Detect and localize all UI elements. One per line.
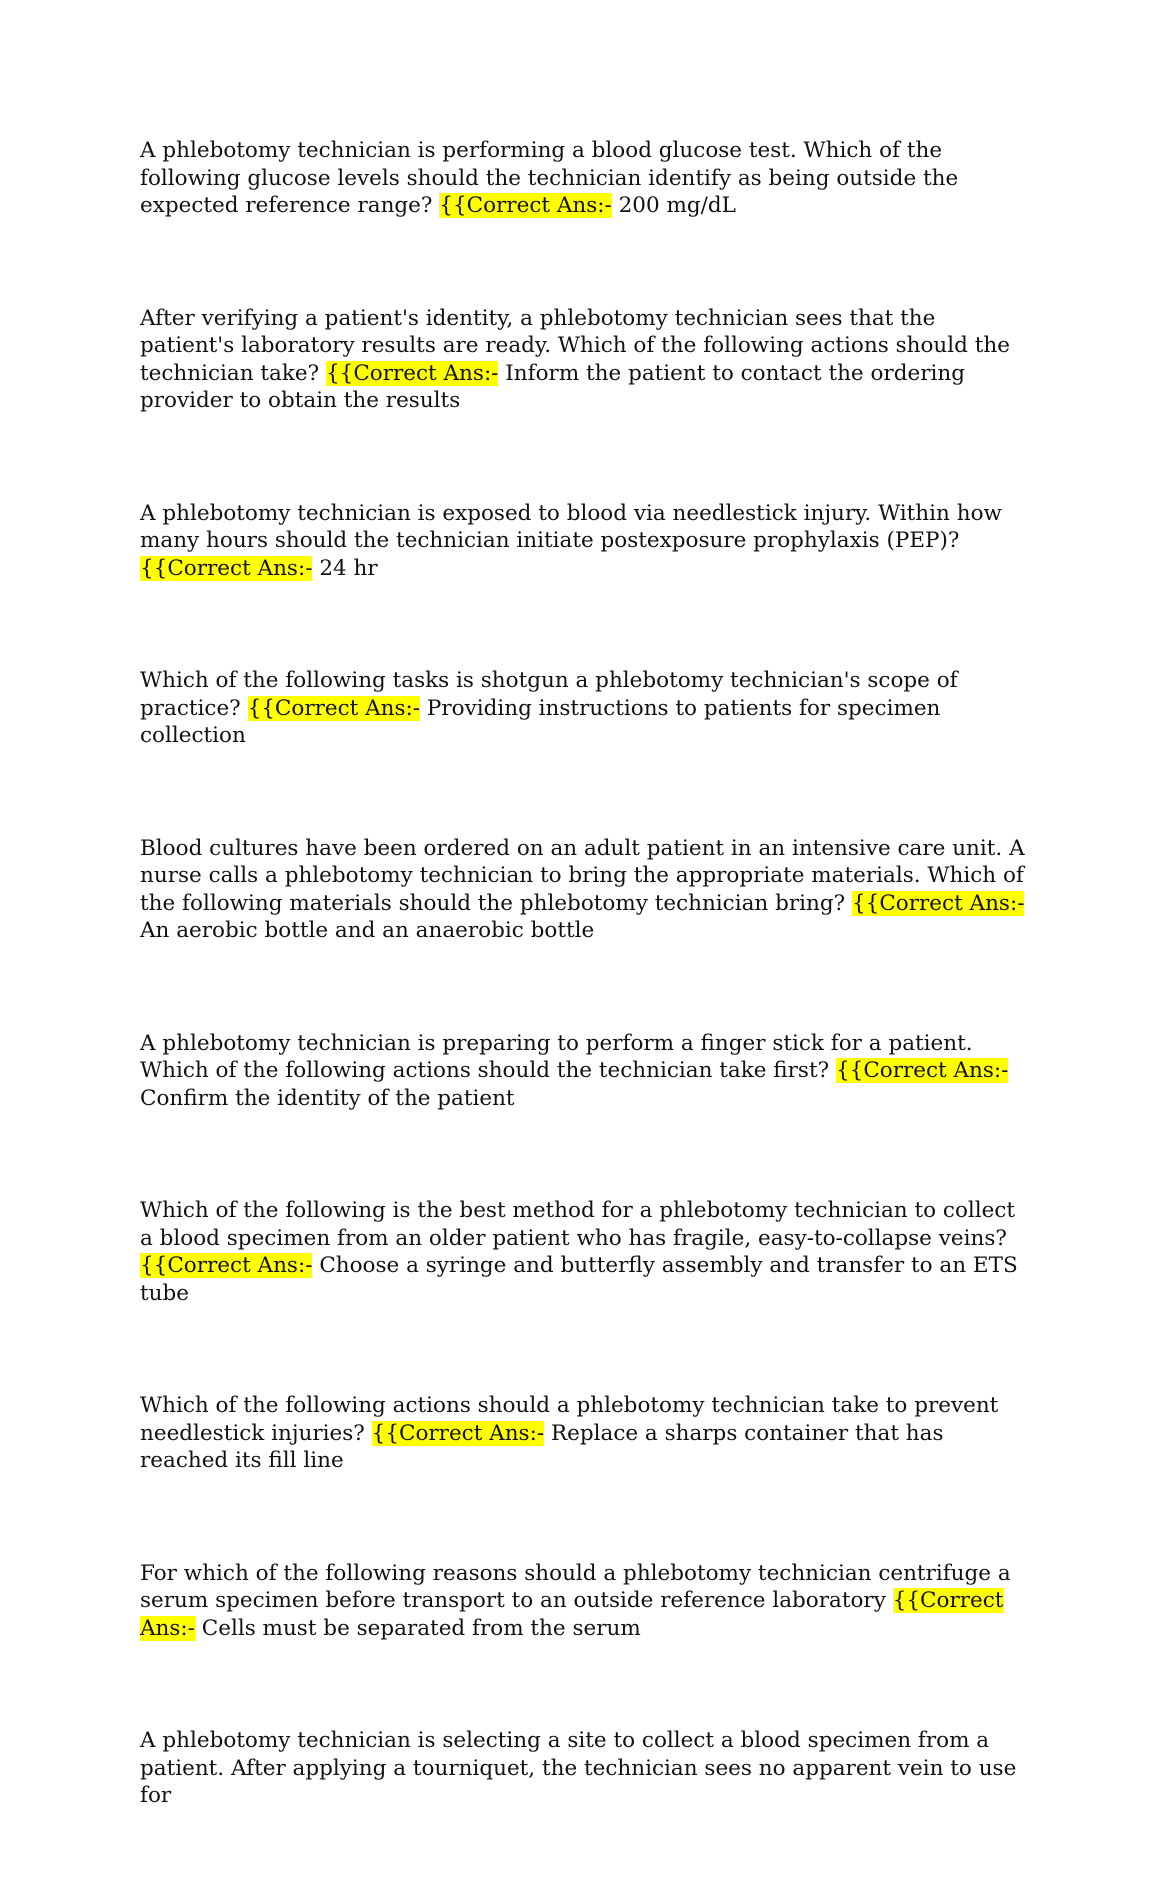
qa-item bbox=[140, 835, 1030, 945]
question-text: Blood cultures have been ordered on an adult patient in an intensive care unit. A nurse calls a phlebotomy technician to bring the appropriate materials. Which of the following materials should the phlebotomy technician bring? bbox=[140, 835, 1025, 916]
qa-item bbox=[140, 137, 1030, 220]
answer-text: Choose a syringe and butterfly assembly and transfer to an ETS tube bbox=[140, 1253, 1018, 1306]
qa-item bbox=[140, 667, 1030, 750]
answer-text: Replace a sharps container that has reached its fill line bbox=[140, 1420, 944, 1473]
answer-text: Providing instructions to patients for specimen collection bbox=[140, 695, 941, 748]
answer-text: Confirm the identity of the patient bbox=[140, 1085, 515, 1111]
correct-answer-tag: {{Correct Ans:- bbox=[325, 360, 499, 386]
question-text: A phlebotomy technician is preparing to perform a finger stick for a patient. Which of the following actions should the technician take first? bbox=[140, 1030, 973, 1083]
question-text: Which of the following tasks is shotgun a phlebotomy technician's scope of practice? bbox=[140, 668, 958, 721]
correct-answer-tag: {{Correct Ans:- bbox=[247, 695, 421, 721]
correct-answer-tag: {{Correct Ans:- bbox=[835, 1058, 1009, 1083]
correct-answer-tag: {{Correct Ans:- bbox=[140, 1253, 313, 1278]
question-text: Which of the following is the best method for a phlebotomy technician to collect a blood specimen from an older patient who has fragile, easy-to-collapse veins? bbox=[140, 1198, 1016, 1251]
question-text: A phlebotomy technician is exposed to blood via needlestick injury. Within how many hours should the technician initiate postexposure prophylaxis (PEP)? bbox=[140, 500, 1002, 553]
correct-answer-tag: {{Correct Ans:- bbox=[852, 890, 1025, 916]
qa-item bbox=[140, 1727, 1030, 1810]
answer-text: 200 mg/dL bbox=[618, 193, 736, 218]
qa-item bbox=[140, 1030, 1030, 1113]
correct-answer-tag: {{Correct Ans:- bbox=[140, 555, 313, 581]
question-text: After verifying a patient's identity, a phlebotomy technician sees that the patient's laboratory results are ready. Which of the following actions should the technician take? bbox=[140, 305, 1010, 386]
qa-item bbox=[140, 1392, 1030, 1475]
qa-item bbox=[140, 305, 1030, 415]
question-text: A phlebotomy technician is performing a blood glucose test. Which of the following glucose levels should the technician identify as being outside the expected reference range? bbox=[140, 138, 959, 218]
correct-answer-tag: {{Correct Ans:- bbox=[371, 1420, 545, 1446]
correct-answer-tag: {{Correct Ans:- bbox=[140, 1588, 1004, 1641]
question-text: For which of the following reasons should a phlebotomy technician centrifuge a serum specimen before transport to an outside reference laboratory bbox=[140, 1560, 1011, 1613]
correct-answer-tag: {{Correct Ans:- bbox=[439, 193, 612, 218]
question-text: Which of the following actions should a phlebotomy technician take to prevent needlestick injuries? bbox=[140, 1393, 999, 1446]
question-text: A phlebotomy technician is selecting a site to collect a blood specimen from a patient. After applying a tourniquet, the technician sees no apparent vein to use for bbox=[140, 1728, 1017, 1808]
qa-list bbox=[140, 137, 1030, 1895]
answer-text: An aerobic bottle and an anaerobic bottle bbox=[140, 918, 595, 943]
qa-item bbox=[140, 1560, 1030, 1643]
answer-text: Cells must be separated from the serum bbox=[201, 1615, 641, 1641]
answer-text: 24 hr bbox=[319, 555, 378, 581]
qa-item bbox=[140, 1197, 1030, 1307]
qa-item bbox=[140, 500, 1030, 583]
answer-text: Inform the patient to contact the ordering provider to obtain the results bbox=[140, 360, 965, 413]
